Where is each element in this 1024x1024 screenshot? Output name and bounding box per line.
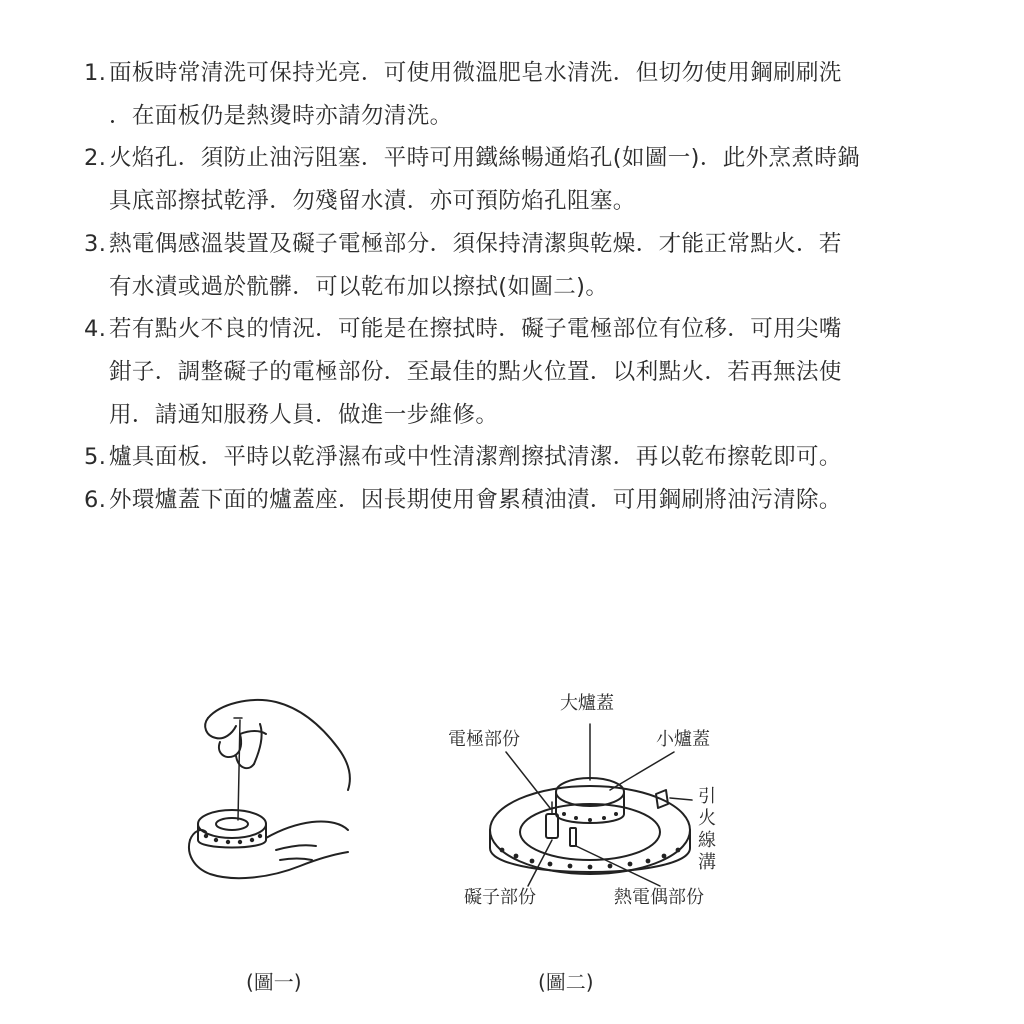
item-line: 鉗子．調整礙子的電極部份．至最佳的點火位置．以利點火．若再無法使 bbox=[109, 358, 842, 385]
instruction-item-4 bbox=[84, 308, 984, 436]
label-big-cap: 大爐蓋 bbox=[560, 693, 614, 714]
item-line: 若有點火不良的情況．可能是在擦拭時．礙子電極部位有位移．可用尖嘴 bbox=[109, 316, 842, 343]
instruction-item-5 bbox=[84, 436, 984, 479]
label-ignition-groove: 引火線溝 bbox=[698, 786, 716, 873]
item-line: ．在面板仍是熱燙時亦請勿清洗。 bbox=[109, 102, 453, 129]
item-line: 爐具面板．平時以乾淨濕布或中性清潔劑擦拭清潔．再以乾布擦乾即可。 bbox=[109, 444, 842, 471]
hands-wire-illustration bbox=[180, 690, 380, 900]
instruction-item-3 bbox=[84, 223, 984, 308]
figure-2-burner-diagram bbox=[430, 690, 750, 920]
cleaning-instructions bbox=[84, 52, 984, 522]
item-line: 外環爐蓋下面的爐蓋座．因長期使用會累積油漬．可用鋼刷將油污清除。 bbox=[109, 487, 842, 514]
item-number: 1. bbox=[84, 60, 107, 86]
item-number: 4. bbox=[84, 316, 107, 343]
item-number: 3. bbox=[84, 230, 107, 257]
item-line: 具底部擦拭乾淨．勿殘留水漬．亦可預防焰孔阻塞。 bbox=[109, 188, 636, 215]
instruction-item-2 bbox=[84, 137, 984, 222]
item-line: 熱電偶感溫裝置及礙子電極部分．須保持清潔與乾燥．才能正常點火．若 bbox=[109, 230, 842, 257]
figure-1-caption: (圖一) bbox=[246, 970, 302, 994]
item-number: 5. bbox=[84, 444, 107, 471]
figure-2-caption: (圖二) bbox=[538, 970, 594, 994]
item-line: 用．請通知服務人員．做進一步維修。 bbox=[109, 401, 499, 428]
label-small-cap: 小爐蓋 bbox=[656, 729, 710, 750]
item-line: 火焰孔．須防止油污阻塞．平時可用鐵絲暢通焰孔(如圖一)．此外烹煮時鍋 bbox=[109, 145, 861, 172]
figure-1-hands-cleaning bbox=[180, 690, 380, 900]
instruction-item-1 bbox=[84, 52, 984, 137]
item-number: 2. bbox=[84, 145, 107, 172]
instruction-item-6 bbox=[84, 479, 984, 522]
label-thermocouple: 熱電偶部份 bbox=[614, 887, 704, 908]
item-line: 有水漬或過於骯髒．可以乾布加以擦拭(如圖二)。 bbox=[109, 273, 609, 300]
item-line: 面板時常清洗可保持光亮．可使用微溫肥皂水清洗．但切勿使用鋼刷刷洗 bbox=[109, 60, 842, 86]
item-number: 6. bbox=[84, 487, 107, 514]
label-electrode: 電極部份 bbox=[448, 729, 520, 750]
label-insulator: 礙子部份 bbox=[464, 887, 536, 908]
